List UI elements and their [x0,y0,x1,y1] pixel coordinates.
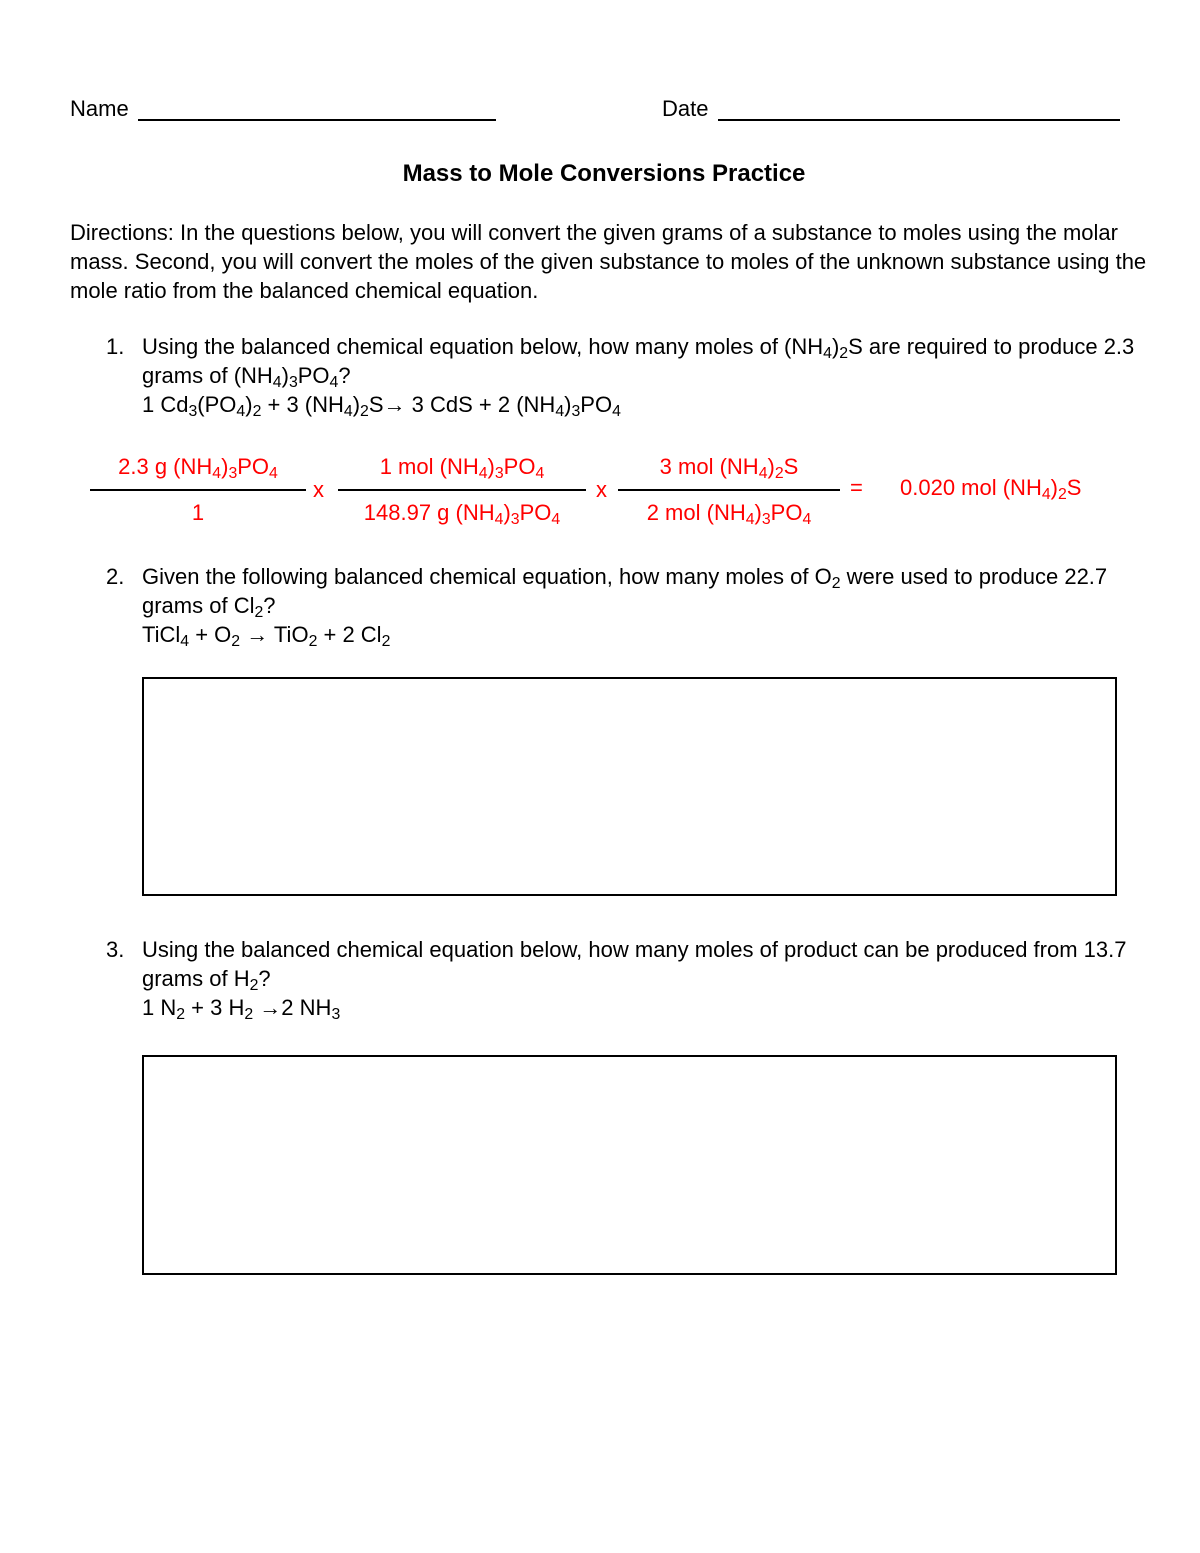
fraction-2-denominator: 148.97 g $(NH_4)_3PO_4$ [363,500,561,528]
page-title: Mass to Mole Conversions Practice [402,160,806,187]
fraction-3-numerator: 3 mol $(NH_4)_2S$ [659,454,799,482]
question-3-number: 3. [106,937,125,962]
question-3-answer-box[interactable] [142,1055,1117,1275]
question-3-prompt: Using the balanced chemical equation below, how many moles of product can be produced from 13.7 grams of $H_2$? [142,937,1127,994]
question-3-equation: 1 $N_2 + 3$ $H_2 \to 2$ $NH_3$ [142,995,341,1023]
fraction-1-denominator: 1 [191,500,205,525]
date-field[interactable] [718,119,1120,121]
fraction-2-numerator: 1 mol $(NH_4)_3PO_4$ [379,454,545,482]
date-label: Date [662,96,709,121]
question-2-answer-box[interactable] [142,677,1117,896]
multiply-operator-1: x [313,477,324,502]
final-answer: 0.020 mol $(NH_4)_2S$ [900,475,1082,503]
fraction-3-denominator: 2 mol $(NH_4)_3PO_4$ [646,500,812,528]
fraction-2-bar [338,489,586,491]
fraction-1-numerator: 2.3 g $(NH_4)_3PO_4$ [118,454,278,482]
question-1-prompt: Using the balanced chemical equation below, how many moles of $(NH_4)_2S$ are required to produce 2.3 grams of $(NH_4)_3PO_4$? [142,334,1135,391]
question-2-prompt: Given the following balanced chemical equation, how many moles of $O_2$ were used to produce 22.7 grams of $Cl_2$? [142,564,1108,621]
question-2-number: 2. [106,564,125,589]
name-field[interactable] [138,119,496,121]
multiply-operator-2: x [596,477,607,502]
fraction-1-bar [90,489,306,491]
fraction-3-bar [618,489,840,491]
question-1-number: 1. [106,334,125,359]
equals-sign: = [850,475,863,500]
question-2-equation: TiCl$_4$ + $O_2 \to TiO_2 + 2$ $Cl_2$ [142,622,391,650]
name-label: Name [70,96,129,121]
directions-text: Directions: In the questions below, you will convert the given grams of a substance to moles using the molar mass. Second, you will convert the moles of the given substance to moles of the unknown substance using the mole ratio from the balanced chemical equation. [70,220,1147,303]
question-1-equation: 1 $Cd_3(PO_4)_2 + 3$ $(NH_4)_2S\to 3$ CdS + 2 $(NH_4)_3PO_4$ [142,392,621,420]
